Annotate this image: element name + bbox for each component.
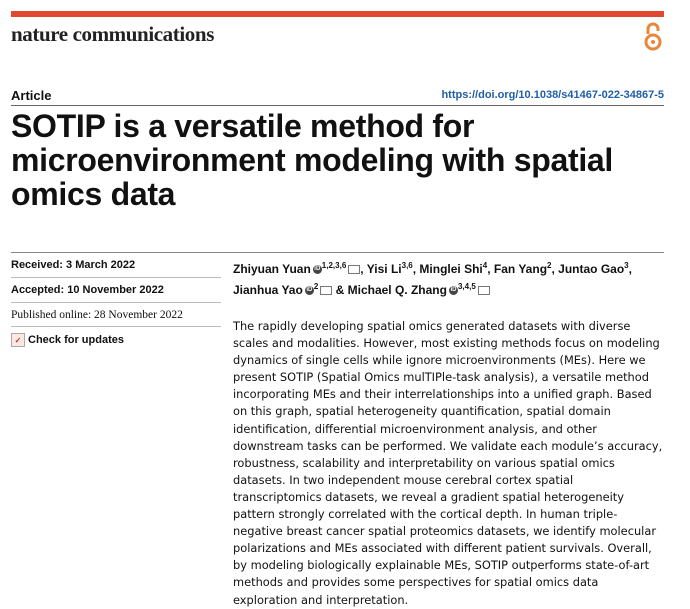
email-icon[interactable] — [478, 286, 490, 295]
orcid-icon[interactable]: iD — [450, 287, 457, 294]
abstract: The rapidly developing spatial omics generated datasets with diverse scales and modalities. However, most existing methods focus on modeling dynamics of single cells while ignore microenvironments (MEs). Here we present SOTIP (Spatial Omics mulTIPle-task analysis), a versatile method incorporating MEs and their interrelationships into a unified graph. Based on this graph, spatial heterogeneity quantification, spatial domain identification, differential microenvironment analysis, and other downstream tasks can be performed. We validate each module’s accuracy, robustness, scalability and interpretability on various spatial omics datasets. In two independent mouse cerebral cortex spatial transcriptomics datasets, we reveal a gradient spatial heterogeneity pattern strongly correlated with the cortical depth. In human triple-negative breast cancer spatial proteomics datasets, we identify molecular polarizations and MEs associated with different patient survivals. Overall, by modeling biologically explainable MEs, SOTIP outperforms state-of-art methods and provides some perspectives for spatial omics data exploration and interpretation. — [233, 319, 663, 607]
author[interactable] — [233, 262, 360, 276]
author-name: Zhiyuan Yuan — [233, 262, 311, 276]
divider — [11, 252, 664, 253]
author-affiliation: 1,2,3,6 — [321, 261, 347, 270]
author-conjunction: & — [335, 283, 345, 297]
published-date: Published online: 28 November 2022 — [11, 309, 183, 321]
author-name: Yisi Li — [366, 262, 402, 276]
author[interactable] — [233, 283, 332, 297]
author-affiliation: 3,4,5 — [457, 282, 476, 291]
received-date: Received: 3 March 2022 — [11, 259, 136, 271]
author[interactable] — [419, 262, 487, 276]
author-affiliation: 3 — [624, 261, 629, 270]
email-icon[interactable] — [320, 286, 332, 295]
article-title: SOTIP is a versatile method for microenvironment modeling with spatial omics data — [11, 108, 614, 212]
author-affiliation: 4 — [482, 261, 488, 270]
orcid-icon[interactable]: iD — [306, 287, 313, 294]
author-name: Fan Yang — [493, 262, 548, 276]
author[interactable] — [494, 262, 552, 276]
author-affiliation: 2 — [313, 282, 319, 291]
author[interactable] — [348, 283, 490, 297]
author-name: Jianhua Yao — [233, 283, 303, 297]
author-name: Juntao Gao — [558, 262, 625, 276]
email-icon[interactable] — [348, 265, 360, 274]
accepted-date: Accepted: 10 November 2022 — [11, 284, 164, 296]
check-updates-icon: ✓ — [11, 333, 25, 347]
divider — [11, 277, 221, 278]
author-affiliation: 3,6 — [401, 261, 413, 270]
doi-link[interactable]: https://doi.org/10.1038/s41467-022-34867-5 — [441, 89, 664, 101]
journal-name: nature communications — [11, 22, 214, 46]
check-for-updates-label: Check for updates — [28, 334, 124, 346]
author-affiliation: 2 — [547, 261, 552, 270]
divider — [11, 302, 221, 303]
orcid-icon[interactable]: iD — [314, 266, 321, 273]
journal-accent-bar — [11, 11, 664, 17]
check-for-updates-button[interactable] — [11, 333, 124, 347]
author-list: Zhiyuan Yuan iD $^{1,2,3,6}$ , Yisi Li$^{3,6}$, Minglei Shi$^4$, Fan Yang$^2$, Juntao Gao$^3$, Jianhua Yao iD $^2$ & Michael Q. Zhang iD $^{3,4,5}$ — [233, 261, 632, 297]
divider — [11, 326, 221, 327]
author[interactable] — [558, 262, 628, 276]
author-name: Minglei Shi — [419, 262, 483, 276]
author[interactable] — [367, 262, 413, 276]
open-access-icon — [643, 22, 663, 52]
article-type: Article — [11, 88, 52, 103]
author-name: Michael Q. Zhang — [347, 283, 447, 297]
divider — [11, 105, 664, 106]
